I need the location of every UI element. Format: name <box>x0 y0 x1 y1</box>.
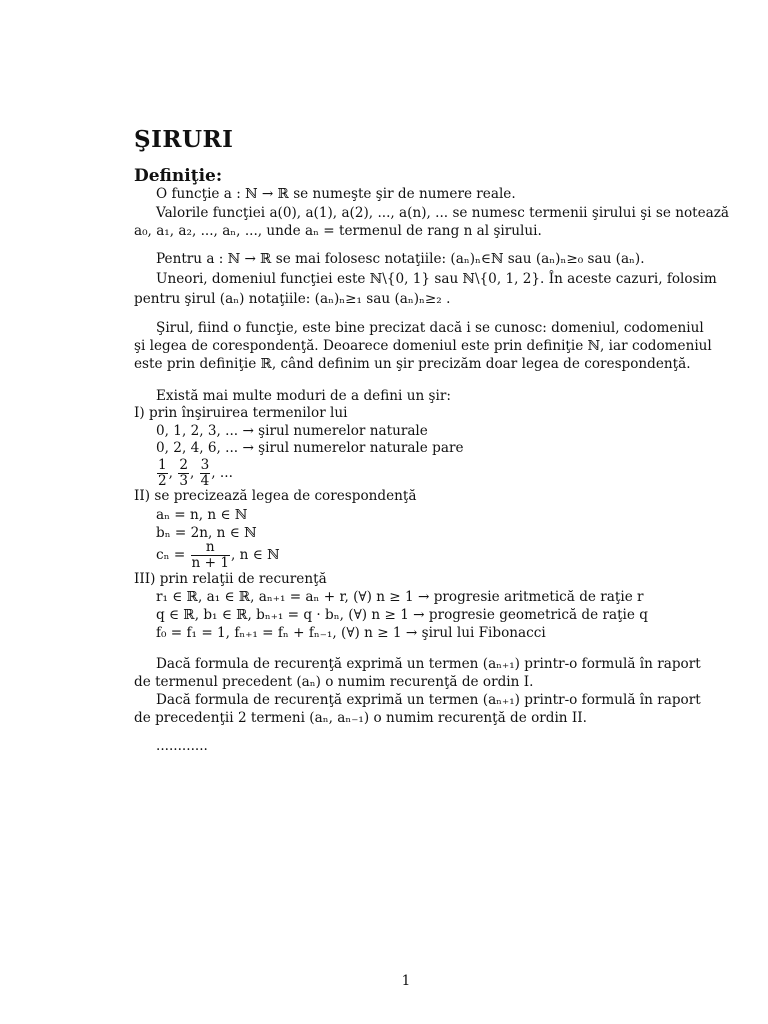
text-line: a₀, a₁, a₂, ..., aₙ, ..., unde aₙ = termenul de rang n al şirului. <box>134 223 542 239</box>
text-line: pentru şirul (aₙ) notaţiile: (aₙ)ₙ≥₁ sau (aₙ)ₙ≥₂ . <box>134 291 451 307</box>
text-line: Pentru a : ℕ → ℝ se mai folosesc notaţiile: (aₙ)ₙ∈ℕ sau (aₙ)ₙ≥₀ sau (aₙ). <box>156 251 645 267</box>
formula-line: cₙ = $\frac{n}{n + 1}$ , n ∈ ℕ <box>156 539 280 571</box>
text-line: Există mai multe moduri de a defini un şir: <box>156 388 451 404</box>
text-line: este prin definiţie ℝ, când definim un şir precizăm doar legea de corespondenţă. <box>134 356 691 372</box>
text-line: Valorile funcţiei a(0), a(1), a(2), ..., a(n), ... se numesc termenii şirului şi se notează <box>156 205 730 221</box>
text-line: II) se precizează legea de corespondenţă <box>134 488 417 504</box>
text-line: Şirul, fiind o funcţie, este bine precizat dacă i se cunosc: domeniul, codomeniul <box>156 320 704 336</box>
page-title: ŞIRURI <box>134 126 234 153</box>
text-line: III) prin relaţii de recurenţă <box>134 571 327 587</box>
text-line: 0, 2, 4, 6, ... → şirul numerelor naturale pare <box>156 440 464 456</box>
ellipsis: ............ <box>156 738 208 754</box>
text-line: Uneori, domeniul funcţiei este ℕ\{0, 1} sau ℕ\{0, 1, 2}. În aceste cazuri, folosim <box>156 271 717 287</box>
text-line: O funcţie a : ℕ → ℝ se numeşte şir de numere reale. <box>156 186 516 202</box>
text-line: Dacă formula de recurenţă exprimă un termen (aₙ₊₁) printr-o formulă în raport <box>156 656 701 672</box>
fraction: $\frac{1}{2}$ <box>158 457 167 489</box>
text-line: de termenul precedent (aₙ) o numim recurenţă de ordin I. <box>134 674 534 690</box>
text-line: Dacă formula de recurenţă exprimă un termen (aₙ₊₁) printr-o formulă în raport <box>156 692 701 708</box>
fraction-sequence: $\frac{1}{2}$ , $\frac{2}{3}$ , $\frac{3}{4}$ , ... <box>158 457 233 489</box>
formula-line: aₙ = n, n ∈ ℕ <box>156 507 248 523</box>
fraction: $\frac{3}{4}$ <box>200 457 210 489</box>
text-line: 0, 1, 2, 3, ... → şirul numerelor naturale <box>156 423 428 439</box>
formula-line: bₙ = 2n, n ∈ ℕ <box>156 525 257 541</box>
formula-line: r₁ ∈ ℝ, a₁ ∈ ℝ, aₙ₊₁ = aₙ + r, (∀) n ≥ 1 → progresie aritmetică de raţie r <box>156 589 644 605</box>
fraction: $\frac{n}{n + 1}$ <box>191 539 229 571</box>
formula-line: f₀ = f₁ = 1, fₙ₊₁ = fₙ + fₙ₋₁, (∀) n ≥ 1 → şirul lui Fibonacci <box>156 625 546 641</box>
section-heading: Definiţie: <box>134 166 223 186</box>
page-number: 1 <box>401 973 411 989</box>
text-line: I) prin înşiruirea termenilor lui <box>134 405 348 421</box>
fraction: $\frac{2}{3}$ <box>179 457 188 489</box>
text-line: de precedenţii 2 termeni (aₙ, aₙ₋₁) o numim recurenţă de ordin II. <box>134 710 587 726</box>
text-line: şi legea de corespondenţă. Deoarece domeniul este prin definiţie ℕ, iar codomeniul <box>134 338 712 354</box>
formula-line: q ∈ ℝ, b₁ ∈ ℝ, bₙ₊₁ = q · bₙ, (∀) n ≥ 1 → progresie geometrică de raţie q <box>156 607 648 623</box>
